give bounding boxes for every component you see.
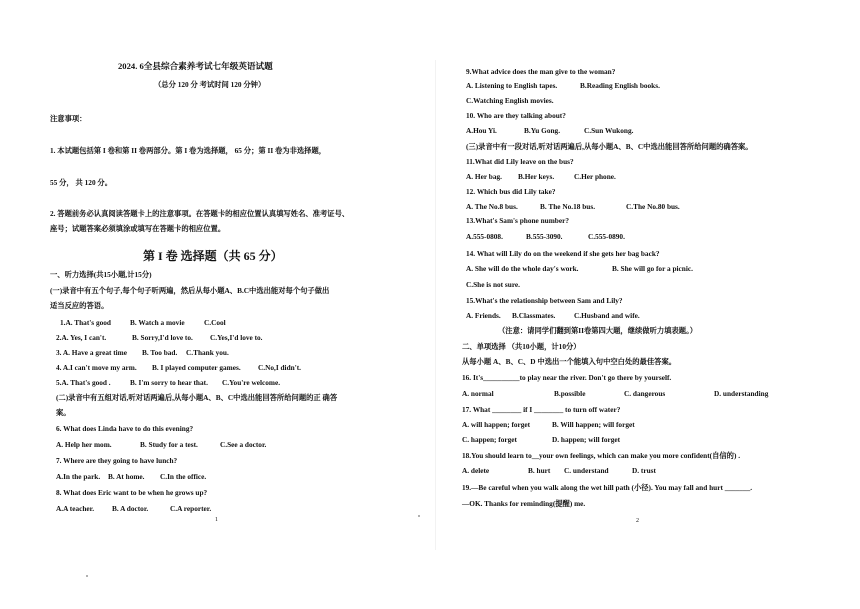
question-14-option-c: C.She is not sure. (466, 280, 520, 289)
option-c: C. happen; forget (462, 435, 517, 444)
option-a: A. Help her mom. (56, 440, 112, 449)
option-a: A.555-0808. (466, 232, 503, 241)
option-c: C.Yes,I'd love to. (210, 333, 263, 342)
question-16-options (462, 389, 768, 398)
question-5 (56, 378, 280, 387)
option-a: 5.A. That's good . (56, 378, 111, 387)
question-12-options (466, 202, 680, 211)
question-4 (56, 363, 301, 372)
option-a: A. normal (462, 389, 494, 398)
option-d: D. happen; will forget (552, 435, 621, 444)
question-14-options (466, 264, 693, 273)
option-b: B. I'm sorry to hear that. (130, 378, 208, 387)
question-17-options-ab (462, 420, 635, 429)
question-11: 11.What did Lily leave on the bus? (466, 157, 574, 166)
question-9: 9.What advice does the man give to the woman? (466, 67, 616, 76)
option-b: B. hurt (528, 466, 551, 475)
question-10-options (466, 126, 633, 135)
option-c: C.Her phone. (574, 172, 616, 181)
question-19-reply: —OK. Thanks for reminding(提醒) me. (462, 499, 586, 508)
instruction-4: 从每小题 A、B、C、D 中选出一个能填入句中空白处的最佳答案。 (462, 357, 677, 366)
question-2 (56, 333, 263, 342)
option-a: A. She will do the whole day's work. (466, 264, 579, 273)
option-b: B. I played computer games. (152, 363, 241, 372)
option-b: B.Yu Gong. (524, 126, 561, 135)
option-c: C.Sun Wukong. (584, 126, 634, 135)
option-b: B.Her keys. (518, 172, 555, 181)
instruction-2b: 案。 (56, 408, 71, 417)
option-c: C.A reporter. (170, 504, 212, 513)
question-15-options (466, 311, 640, 320)
exam-title: 2024. 6全县综合素养考试七年级英语试题 (118, 61, 273, 71)
part-2-heading: 二、单项选择 （共10小题，计10分） (462, 342, 581, 351)
option-b: B. Study for a test. (140, 440, 198, 449)
option-a: A. Listening to English tapes. (466, 81, 558, 90)
option-b: B. Too bad. (142, 348, 178, 357)
option-a: A. delete (462, 466, 490, 475)
section-1-title: 第 I 卷 选择题（共 65 分） (143, 249, 283, 263)
option-b: B. Watch a movie (130, 318, 185, 327)
option-a: 1.A. That's good (60, 318, 111, 327)
option-d: D. trust (632, 466, 656, 475)
option-b: B.Reading English books. (580, 81, 660, 90)
option-c: C.Husband and wife. (574, 311, 640, 320)
question-9-option-c: C.Watching English movies. (466, 96, 554, 105)
option-a: A. will happen; forget (462, 420, 531, 429)
question-16: 16. It's__________to play near the river. Don't go there by yourself. (462, 373, 672, 382)
option-b: B. Sorry,I'd love to. (132, 333, 193, 342)
option-b: B.possible (554, 389, 586, 398)
notice-1a: 1. 本试题包括第 I 卷和第 II 卷两部分。第 I 卷为选择题， 65 分；第 II 卷为非选择题， (50, 146, 327, 155)
option-c: C.555-0890. (588, 232, 625, 241)
notice-1b: 55 分， 共 120 分。 (50, 178, 113, 187)
question-18-options (462, 466, 656, 475)
option-a: A.A teacher. (56, 504, 95, 513)
option-a: 4. A.I can't move my arm. (56, 363, 137, 372)
option-b: B. The No.18 bus. (540, 202, 596, 211)
question-10: 10. Who are they talking about? (466, 111, 566, 120)
right-page (440, 0, 860, 609)
question-13-options (466, 232, 625, 241)
option-c: C. dangerous (624, 389, 666, 398)
question-7: 7. Where are they going to have lunch? (56, 456, 178, 465)
question-17-options-cd (462, 435, 620, 444)
question-17: 17. What ________ if I ________ to turn off water? (462, 405, 621, 414)
page-number-2: 2 (636, 518, 639, 524)
question-1 (60, 318, 226, 327)
question-3 (56, 348, 229, 357)
option-c: C.Thank you. (186, 348, 229, 357)
exam-subtitle: （总分 120 分 考试时间 120 分钟） (154, 80, 266, 89)
option-b: B.Classmates. (512, 311, 556, 320)
notice-heading: 注意事项： (50, 114, 87, 123)
option-a: A.Hou Yi. (466, 126, 497, 135)
part-1-heading: 一、听力选择(共15小题,计15分) (50, 270, 152, 279)
question-11-options (466, 172, 616, 181)
question-6-options (56, 440, 266, 449)
option-a: A. The No.8 bus. (466, 202, 518, 211)
question-13: 13.What's Sam's phone number? (466, 216, 569, 225)
option-b: B. A doctor. (112, 504, 149, 513)
question-6: 6. What does Linda have to do this evening? (56, 424, 194, 433)
option-b: B. At home. (108, 472, 145, 481)
question-14: 14. What will Lily do on the weekend if she gets her bag back? (466, 249, 660, 258)
option-a: A. Friends. (466, 311, 501, 320)
option-b: B. She will go for a picnic. (612, 264, 693, 273)
page-number-1: 1 (215, 517, 218, 523)
option-b: B. Will happen; will forget (552, 420, 635, 429)
option-c: C.In the office. (160, 472, 207, 481)
question-18: 18.You should learn to__your own feelings, which can make you more confident(自信的) . (462, 451, 741, 460)
option-a: 2.A. Yes, I can't. (56, 333, 107, 342)
instruction-3: (三)录音中有一段对话,听对话两遍后,从每小题A、B、C中选出能回答所给问题的确答案。 (466, 142, 753, 151)
option-c: C.You're welcome. (222, 378, 281, 387)
option-a: A. Her bag. (466, 172, 502, 181)
instruction-1a: (一)录音中有五个句子,每个句子听两遍，然后从每小题A、B.C中选出能对每个句子做出 (50, 286, 330, 295)
instruction-2a: (二)录音中有五组对话,听对话两遍后,从每小题A、B、C中选出能回答所给问题的正 确答 (56, 393, 338, 402)
notice-2b: 座号；试题答案必须填涂或填写在答题卡的相应位置。 (50, 224, 226, 233)
option-c: C.Cool (204, 318, 226, 327)
question-12: 12. Which bus did Lily take? (466, 187, 556, 196)
instruction-1b: 适当反应的答语。 (50, 301, 109, 310)
option-a: 3. A. Have a great time (56, 348, 127, 357)
option-c: C.The No.80 bus. (626, 202, 680, 211)
question-9-options (466, 81, 660, 90)
option-c: C.No,I didn't. (258, 363, 301, 372)
notice-2a: 2. 答题前务必认真阅读答题卡上的注意事项。在答题卡的相应位置认真填写姓名、准考证号、 (50, 209, 350, 218)
option-d: D. understanding (714, 389, 769, 398)
question-7-options (56, 472, 206, 481)
question-19: 19.—Be careful when you walk along the wet hill path (小径). You may fall and hurt _______. (462, 483, 753, 492)
question-8-options (56, 504, 211, 513)
option-c: C.See a doctor. (220, 440, 267, 449)
question-15: 15.What's the relationship between Sam and Lily? (466, 296, 623, 305)
listening-note: （注意：请同学们翻到第II卷第四大题，继续做听力填表题。） (498, 326, 698, 335)
option-b: B.555-3090. (526, 232, 563, 241)
option-a: A.In the park. (56, 472, 101, 481)
question-8: 8. What does Eric want to be when he grows up? (56, 488, 208, 497)
option-c: C. understand (564, 466, 609, 475)
